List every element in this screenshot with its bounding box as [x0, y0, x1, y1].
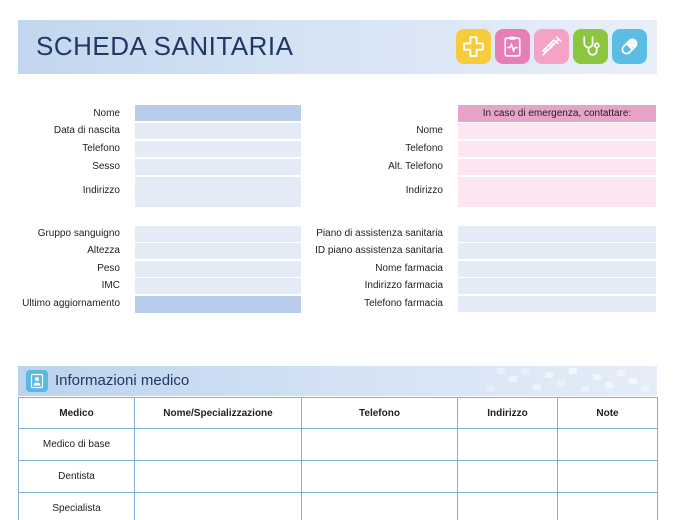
- stethoscope-icon: [573, 29, 608, 64]
- doctor-icon: [26, 370, 48, 392]
- header-banner: [18, 20, 657, 74]
- piano-field[interactable]: [458, 226, 656, 242]
- table-cell[interactable]: [558, 461, 658, 493]
- clipboard-icon: [495, 29, 530, 64]
- table-cell[interactable]: [302, 429, 458, 461]
- label-telefono-farmacia: Telefono farmacia: [364, 298, 443, 309]
- table-cell[interactable]: [458, 461, 558, 493]
- emergency-indirizzo-field[interactable]: [458, 177, 656, 207]
- col-telefono: Telefono: [302, 398, 458, 429]
- imc-field[interactable]: [135, 278, 301, 294]
- indirizzo-field[interactable]: [135, 177, 301, 207]
- emergency-header: In caso di emergenza, contattare:: [482, 108, 632, 119]
- nome-farmacia-field[interactable]: [458, 261, 656, 277]
- row-label: Medico di base: [19, 429, 135, 461]
- label-sesso: Sesso: [92, 161, 120, 172]
- label-emergency-telefono: Telefono: [405, 143, 443, 154]
- emergency-nome-field[interactable]: [458, 123, 656, 139]
- medical-cross-icon: [456, 29, 491, 64]
- label-indirizzo-farmacia: Indirizzo farmacia: [364, 280, 443, 291]
- label-indirizzo: Indirizzo: [82, 185, 120, 196]
- label-gruppo-sanguigno: Gruppo sanguigno: [37, 228, 120, 239]
- col-indirizzo: Indirizzo: [458, 398, 558, 429]
- emergency-telefono-field[interactable]: [458, 141, 656, 157]
- peso-field[interactable]: [135, 261, 301, 277]
- doctors-table: [18, 397, 658, 520]
- label-telefono: Telefono: [82, 143, 120, 154]
- table-header-row: [19, 398, 658, 429]
- label-imc: IMC: [101, 280, 120, 291]
- page-title: SCHEDA SANITARIA: [36, 31, 294, 61]
- table-row: [19, 493, 658, 520]
- table-row: [19, 429, 658, 461]
- col-note: Note: [558, 398, 658, 429]
- label-id-piano: ID piano assistenza sanitaria: [315, 245, 443, 256]
- gruppo-sanguigno-field[interactable]: [135, 226, 301, 242]
- decorative-mosaic: [477, 366, 657, 396]
- label-ultimo-aggiornamento: Ultimo aggiornamento: [22, 298, 120, 309]
- table-row: [19, 461, 658, 493]
- alt-telefono-field[interactable]: [458, 159, 656, 175]
- label-emergency-indirizzo: Indirizzo: [405, 185, 443, 196]
- table-cell[interactable]: [558, 493, 658, 520]
- table-cell[interactable]: [302, 493, 458, 520]
- table-cell[interactable]: [558, 429, 658, 461]
- pill-icon: [612, 29, 647, 64]
- label-nome: Nome: [93, 108, 120, 119]
- label-emergency-nome: Nome: [416, 125, 443, 136]
- label-peso: Peso: [97, 263, 120, 274]
- label-data-nascita: Data di nascita: [53, 125, 120, 136]
- telefono-field[interactable]: [135, 141, 301, 157]
- label-alt-telefono: Alt. Telefono: [388, 161, 443, 172]
- label-altezza: Altezza: [87, 245, 120, 256]
- row-label: Dentista: [19, 461, 135, 493]
- id-piano-field[interactable]: [458, 243, 656, 259]
- section-header-medico: [18, 366, 657, 396]
- label-nome-farmacia: Nome farmacia: [375, 263, 443, 274]
- table-cell[interactable]: [135, 461, 302, 493]
- sesso-field[interactable]: [135, 159, 301, 175]
- nome-field[interactable]: [135, 105, 301, 121]
- section-title: Informazioni medico: [55, 372, 190, 389]
- data-nascita-field[interactable]: [135, 123, 301, 139]
- ultimo-aggiornamento-field[interactable]: [135, 296, 301, 313]
- table-cell[interactable]: [135, 429, 302, 461]
- indirizzo-farmacia-field[interactable]: [458, 278, 656, 294]
- telefono-farmacia-field[interactable]: [458, 296, 656, 312]
- altezza-field[interactable]: [135, 243, 301, 259]
- table-cell[interactable]: [458, 493, 558, 520]
- table-cell[interactable]: [302, 461, 458, 493]
- syringe-icon: [534, 29, 569, 64]
- col-medico: Medico: [19, 398, 135, 429]
- col-nome-specializzazione: Nome/Specializzazione: [135, 398, 302, 429]
- label-piano: Piano di assistenza sanitaria: [316, 228, 443, 239]
- table-cell[interactable]: [135, 493, 302, 520]
- row-label: Specialista: [19, 493, 135, 520]
- table-cell[interactable]: [458, 429, 558, 461]
